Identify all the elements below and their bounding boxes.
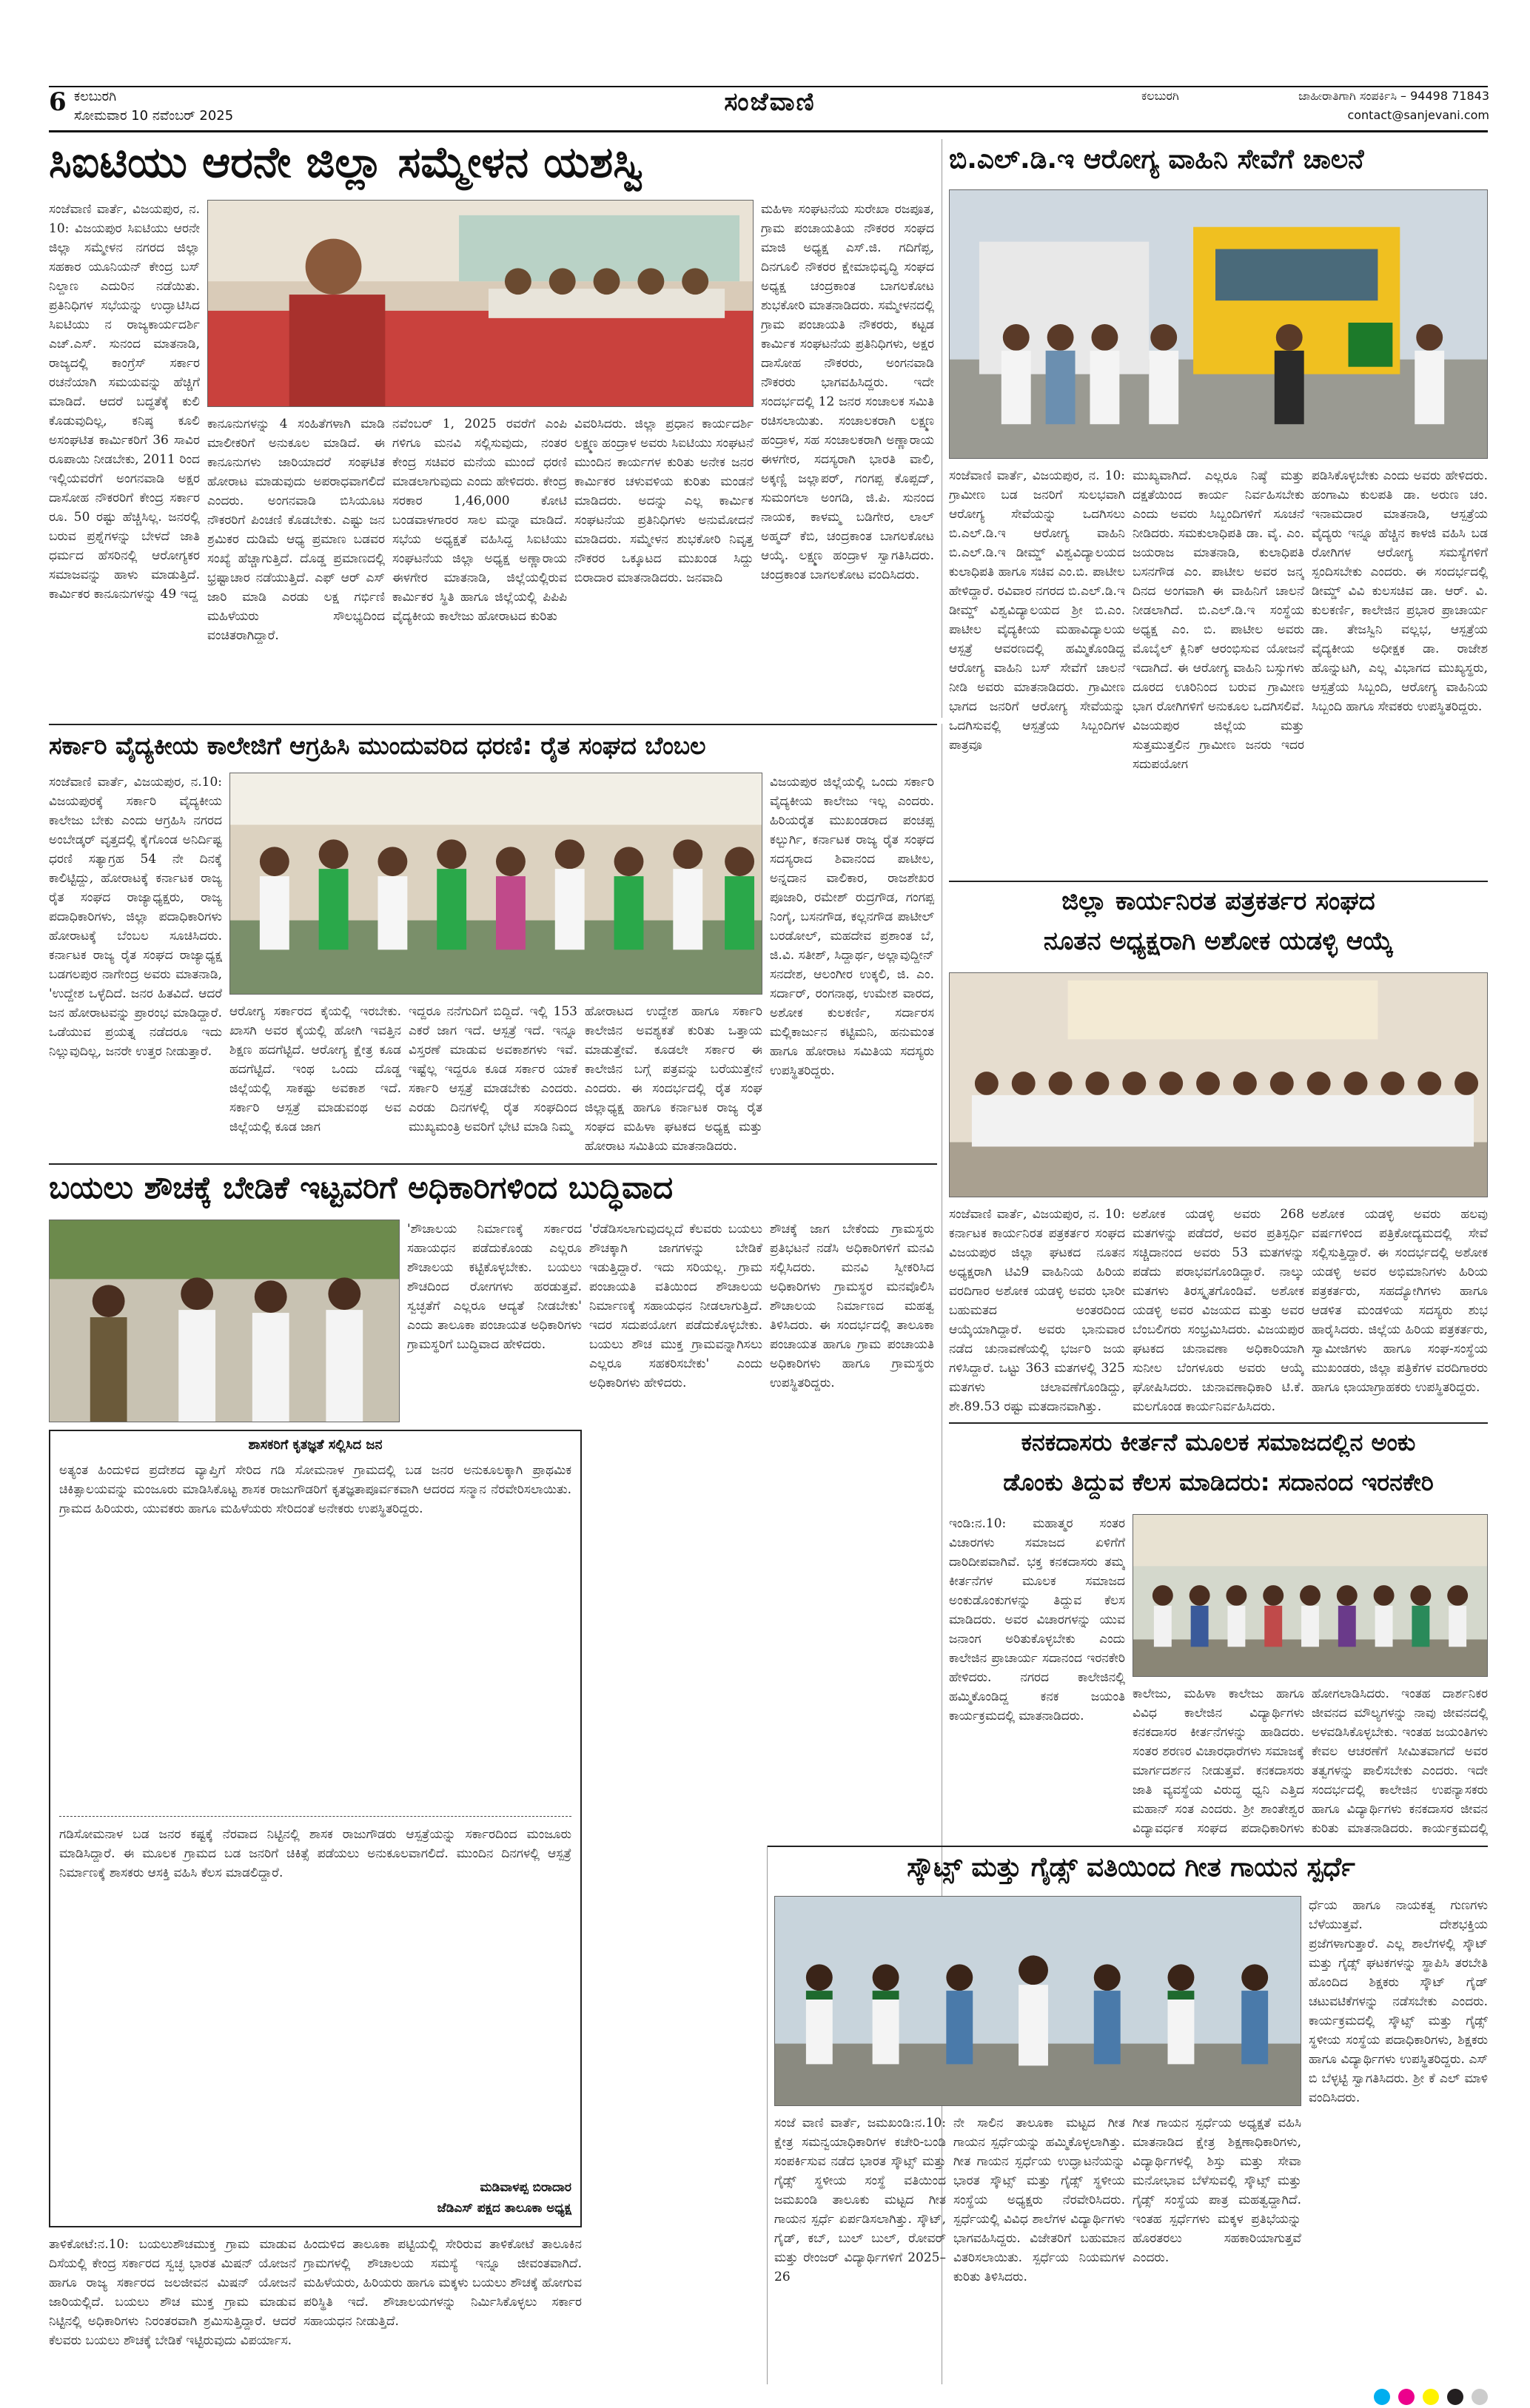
headline-kanakadasa-2: ಡೊಂಕು ತಿದ್ದುವ ಕೆಲಸ ಮಾಡಿದರು: ಸದಾನಂದ ಇರನಕೇರಿ (1003, 1470, 1434, 1496)
headline-kanakadasa: ಕನಕದಾಸರು ಕೀರ್ತನೆ ಮೂಲಕ ಸಮಾಜದಲ್ಲಿನ ಅಂಕು (1021, 1430, 1416, 1456)
masthead-title: ಸಂಜೆವಾಣಿ (724, 87, 816, 117)
cmyk-dot (1472, 2389, 1488, 2405)
scouts-col-1: ಸಂಜೆ ವಾಣಿ ವಾರ್ತೆ, ಜಮಖಂಡಿ:ನ.10: ಕ್ಷೇತ್ರ ಸಮನ್ವಯಾಧಿಕಾರಿಗಳ ಕಚೇರಿ-ಬಂಡಿ ಸಂಪರ್ಕಿಸುವ ನಡೆದ ಭಾರತ ಸ್ಕೌಟ್ಸ್ ಮತ್ತು ಗೈಡ್ಸ್ ಸ್ಥಳೀಯ ಸಂಸ್ಥೆ ವತಿಯಿಂದ ಜಮಖಂಡಿ ತಾಲೂಕು ಮಟ್ಟದ ಗೀತ ಗಾಯನ ಸ್ಪರ್ಧೆ ಏರ್ಪಡಿಸಲಾಗಿತ್ತು. ಸ್ಕೌಟ್, ಗೈಡ್, ಕಬ್, ಬುಲ್ ಬುಲ್, ರೋವರ್ ಮತ್ತು ರೇಂಜರ್ ವಿದ್ಯಾರ್ಥಿಗಳಿಗೆ 2025–26 (774, 2116, 946, 2284)
divider-a4-a6 (949, 1422, 1488, 1424)
kanakadasa-col-2: ಕಾಲೇಜು, ಮಹಿಳಾ ಕಾಲೇಜು ಹಾಗೂ ವಿವಿಧ ಕಾಲೇಜಿನ ವಿದ್ಯಾರ್ಥಿಗಳು ಕನಕದಾಸರ ಕೀರ್ತನೆಗಳನ್ನು ಹಾಡಿದರು. ಸಂತರ ಶರಣರ ವಿಚಾರಧಾರೆಗಳು ಸಮಾಜಕ್ಕೆ ಮಾರ್ಗದರ್ಶನ ನೀಡುತ್ತವೆ. ಕನಕದಾಸರು ಜಾತಿ ವ್ಯವಸ್ಥೆಯ ವಿರುದ್ಧ ಧ್ವನಿ ಎತ್ತಿದ ಮಹಾನ್ ಸಂತ ಎಂದರು. ಶ್ರೀ ಶಾಂತೇಶ್ವರ ವಿದ್ಯಾವರ್ಧಕ ಸಂಘದ ಪದಾಧಿಕಾರಿಗಳು (1133, 1686, 1304, 1836)
blde-col-3: ಪಡಿಸಿಕೊಳ್ಳಬೇಕು ಎಂದು ಅವರು ಹೇಳಿದರು. ಹಂಗಾಮಿ ಕುಲಪತಿ ಡಾ. ಅರುಣ ಚಂ. ಇನಾಮದಾರ ಮಾತನಾಡಿ, ಆಸ್ಪತ್ರೆಯ ವೈದ್ಯರು ಇನ್ನೂ ಹೆಚ್ಚಿನ ಕಾಳಜಿ ವಹಿಸಿ ಬಡ ರೋಗಿಗಳ ಆರೋಗ್ಯ ಸಮಸ್ಯೆಗಳಿಗೆ ಸ್ಪಂದಿಸಬೇಕು ಎಂದರು. ಈ ಸಂದರ್ಭದಲ್ಲಿ ಡೀಮ್ಡ್ ವಿವಿ ಕುಲಸಚಿವ ಡಾ. ಆರ್. ವಿ. ಕುಲಕರ್ಣಿ, ಕಾಲೇಜಿನ ಪ್ರಭಾರ ಪ್ರಾಚಾರ್ಯ ಡಾ. ತೇಜಸ್ವಿನಿ ವಲ್ಲಭ, ಆಸ್ಪತ್ರೆಯ ವೈದ್ಯಕೀಯ ಅಧೀಕ್ಷಕ ಡಾ. ರಾಜೇಶ ಹೊನ್ನುಟಗಿ, ಎಲ್ಲ ವಿಭಾಗದ ಮುಖ್ಯಸ್ಥರು, ಆಸ್ಪತ್ರೆಯ ಸಿಬ್ಬಂದಿ, ಆರೋಗ್ಯ ವಾಹಿನಿಯ ಸಿಬ್ಬಂದಿ ಹಾಗೂ ಸೇವಕರು ಉಪಸ್ಥಿತರಿದ್ದರು. (1312, 468, 1488, 714)
cmyk-registration-dots (1347, 2389, 1488, 2404)
divider-a5-a7 (767, 1846, 768, 2384)
medical-col-2: ಆರೋಗ್ಯ ಸರ್ಕಾರದ ಕೈಯಲ್ಲಿ ಇರಬೇಕು. ಖಾಸಗಿ ಅವರ ಕೈಯಲ್ಲಿ ಹೋಗಿ ಇವತ್ತಿನ ಶಿಕ್ಷಣ ಹದಗೆಟ್ಟಿದೆ. ಆರೋಗ್ಯ ಕ್ಷೇತ್ರ ಕೂಡ ಹದಗೆಟ್ಟಿದೆ. ಇಂಥ ಒಂದು ದೊಡ್ಡ ಜಿಲ್ಲೆಯಲ್ಲಿ ಸಾಕಷ್ಟು ಅವಕಾಶ ಇದೆ. ಸರ್ಕಾರಿ ಆಸ್ಪತ್ರೆ ಮಾಡುವಂಥ ಅವ ಜಿಲ್ಲೆಯಲ್ಲಿ ಕೂಡ ಜಾಗ (229, 1004, 401, 1134)
open-defecation-col-1: ತಾಳಿಕೋಟೆ:ನ.10: ಬಯಲುಶೌಚಮುಕ್ತ ಗ್ರಾಮ ಮಾಡುವ ದಿಸೆಯಲ್ಲಿ ಕೇಂದ್ರ ಸರ್ಕಾರದ ಸ್ವಚ್ಛ ಭಾರತ ಮಿಷನ್ ಯೋಜನೆ ಹಾಗೂ ರಾಜ್ಯ ಸರ್ಕಾರದ ಜಲಜೀವನ ಮಿಷನ್ ಯೋಜನೆ ಜಾರಿಯಲ್ಲಿದೆ. ಬಯಲು ಶೌಚ ಮುಕ್ತ ಗ್ರಾಮ ಮಾಡುವ ನಿಟ್ಟಿನಲ್ಲಿ ಅಧಿಕಾರಿಗಳು ನಿರಂತರವಾಗಿ ಶ್ರಮಿಸುತ್ತಿದ್ದಾರೆ. ಆದರೆ ಕೆಲವರು ಬಯಲು ಶೌಚಕ್ಕೆ ಬೇಡಿಕೆ ಇಟ್ಟಿರುವುದು ವಿಪರ್ಯಾಸ. (49, 2237, 296, 2348)
scouts-col-3: ಗೀತ ಗಾಯನ ಸ್ಪರ್ಧೆಯ ಅಧ್ಯಕ್ಷತೆ ವಹಿಸಿ ಮಾತನಾಡಿದ ಕ್ಷೇತ್ರ ಶಿಕ್ಷಣಾಧಿಕಾರಿಗಳು, ವಿದ್ಯಾರ್ಥಿಗಳಲ್ಲಿ ಶಿಸ್ತು ಮತ್ತು ಸೇವಾ ಮನೋಭಾವ ಬೆಳೆಸುವಲ್ಲಿ ಸ್ಕೌಟ್ಸ್ ಮತ್ತು ಗೈಡ್ಸ್ ಸಂಸ್ಥೆಯ ಪಾತ್ರ ಮಹತ್ವದ್ದಾಗಿದೆ. ಇಂತಹ ಸ್ಪರ್ಧೆಗಳು ಮಕ್ಕಳ ಪ್ರತಿಭೆಯನ್ನು ಹೊರತರಲು ಸಹಕಾರಿಯಾಗುತ್ತವೆ ಎಂದರು. (1133, 2116, 1301, 2265)
header-ad-contact: ಜಾಹೀರಾತಿಗಾಗಿ ಸಂಪರ್ಕಿಸಿ – 94498 71843 (1298, 89, 1489, 103)
headline-scouts: ಸ್ಕೌಟ್ಸ್ ಮತ್ತು ಗೈಡ್ಸ್ ವತಿಯಿಂದ ಗೀತ ಗಾಯನ ಸ್ಪರ್ಧೆ (907, 1853, 1355, 1883)
citu-photo (207, 200, 754, 407)
medical-col-1: ಸಂಜೆವಾಣಿ ವಾರ್ತೆ, ವಿಜಯಪುರ, ನ.10: ವಿಜಯಪುರಕ್ಕೆ ಸರ್ಕಾರಿ ವೈದ್ಯಕೀಯ ಕಾಲೇಜು ಬೇಕು ಎಂದು ಆಗ್ರಹಿಸಿ ನಗರದ ಅಂಬೇಡ್ಕರ್ ವೃತ್ತದಲ್ಲಿ ಕೈಗೊಂಡ ಅನಿರ್ದಿಷ್ಟ ಧರಣಿ ಸತ್ಯಾಗ್ರಹ 54 ನೇ ದಿನಕ್ಕೆ ಕಾಲಿಟ್ಟಿದ್ದು, ಹೋರಾಟಕ್ಕೆ ಕರ್ನಾಟಕ ರಾಜ್ಯ ರೈತ ಸಂಘದ ರಾಜ್ಯಾಧ್ಯಕ್ಷರು, ರಾಜ್ಯ ಪದಾಧಿಕಾರಿಗಳು, ಜಿಲ್ಲಾ ಪದಾಧಿಕಾರಿಗಳು ಹೋರಾಟಕ್ಕೆ ಬೆಂಬಲ ಸೂಚಿಸಿದರು. ಕರ್ನಾಟಕ ರಾಜ್ಯ ರೈತ ಸಂಘದ ರಾಜ್ಯಾಧ್ಯಕ್ಷ ಬಡಗಲಪುರ ನಾಗೇಂದ್ರ ಅವರು ಮಾತನಾಡಿ, 'ಉದ್ದೇಶ ಒಳ್ಳೆದಿದೆ. ಜನರ ಹಿತವಿದೆ. ಆದರೆ ಜನ ಹೋರಾಟವನ್ನು ಪ್ರಾರಂಭ ಮಾಡಿದ್ದಾರೆ. ಒಡೆಯುವ ಪ್ರಯತ್ನ ನಡೆದರೂ ಇದು ನಿಲ್ಲುವುದಿಲ್ಲ, ಜನರೇ ಉತ್ತರ ನೀಡುತ್ತಾರೆ. (49, 775, 222, 1059)
header-date: ಸೋಮವಾರ 10 ನವೆಂಬರ್ 2025 (74, 108, 234, 124)
cmyk-dot (1374, 2389, 1390, 2405)
headline-blde: ಬಿ.ಎಲ್.ಡಿ.ಇ ಆರೋಗ್ಯ ವಾಹಿನಿ ಸೇವೆಗೆ ಚಾಲನೆ (949, 145, 1364, 175)
header-underline (49, 130, 1488, 132)
thanks-signature-name: ಮಡಿವಾಳಪ್ಪ ಬಿರಾದಾರ (480, 2180, 571, 2195)
headline-journalists-2: ನೂತನ ಅಧ್ಯಕ್ಷರಾಗಿ ಅಶೋಕ ಯಡಳ್ಳಿ ಆಯ್ಕೆ (1043, 928, 1394, 956)
masthead (637, 87, 903, 126)
citu-col-2: ಕಾನೂನುಗಳನ್ನು 4 ಸಂಹಿತೆಗಳಾಗಿ ಮಾಡಿ ಮಾಲೀಕರಿಗೆ ಅನುಕೂಲ ಮಾಡಿದೆ. ಈ ಕಾನೂನುಗಳು ಜಾರಿಯಾದರೆ ಸಂಘಟಿತ ಹೋರಾಟ ಮಾಡುವುದು ಅಪರಾಧವಾಗಲಿದೆ ಎಂದರು. ಅಂಗನವಾಡಿ ಬಿಸಿಯೂಟ ನೌಕರರಿಗೆ ಪಿಂಚಣಿ ಕೊಡಬೇಕು. ಎಷ್ಟು ಜನ ಶ್ರಮಿಕರ ದುಡಿಮೆ ಆಧ್ಯ ಪ್ರಮಾಣ ಬಡವರ ಸಂಖ್ಯೆ ಹೆಚ್ಚಾಗುತ್ತಿದೆ. ದೊಡ್ಡ ಪ್ರಮಾಣದಲ್ಲಿ ಭ್ರಷ್ಟಾಚಾರ ನಡೆಯುತ್ತಿದೆ. ಎಫ್ ಆರ್ ಎಸ್ ಜಾರಿ ಮಾಡಿ ಎರಡು ಲಕ್ಷ ಗರ್ಭಿಣಿ ಮಹಿಳೆಯರು ಸೌಲಭ್ಯದಿಂದ ವಂಚಿತರಾಗಿದ್ದಾರೆ. (207, 417, 385, 643)
open-defecation-col-4: 'ರೆಡೆಡಿಸಲಾಗುವುದಲ್ಲದೆ ಕೆಲವರು ಬಯಲು ಶೌಚಕ್ಕಾಗಿ ಜಾಗಗಳನ್ನು ಬೇಡಿಕೆ ಇಡುತ್ತಿದ್ದಾರೆ. ಇದು ಸರಿಯಲ್ಲ. ಗ್ರಾಮ ಪಂಚಾಯತಿ ವತಿಯಿಂದ ಶೌಚಾಲಯ ನಿರ್ಮಾಣಕ್ಕೆ ಸಹಾಯಧನ ನೀಡಲಾಗುತ್ತಿದೆ. ಇದರ ಸದುಪಯೋಗ ಪಡೆದುಕೊಳ್ಳಬೇಕು. ಬಯಲು ಶೌಚ ಮುಕ್ತ ಗ್ರಾಮವನ್ನಾಗಿಸಲು ಎಲ್ಲರೂ ಸಹಕರಿಸಬೇಕು' ಎಂದು ಅಧಿಕಾರಿಗಳು ಹೇಳಿದರು. (589, 1222, 762, 1390)
journalists-col-1: ಸಂಜೆವಾಣಿ ವಾರ್ತೆ, ವಿಜಯಪುರ, ನ. 10: ಕರ್ನಾಟಕ ಕಾರ್ಯನಿರತ ಪತ್ರಕರ್ತರ ಸಂಘದ ವಿಜಯಪುರ ಜಿಲ್ಲಾ ಘಟಕದ ನೂತನ ಅಧ್ಯಕ್ಷರಾಗಿ ಟಿವಿ9 ವಾಹಿನಿಯ ಹಿರಿಯ ವರದಿಗಾರ ಅಶೋಕ ಯಡಳ್ಳಿ ಅವರು ಭಾರೀ ಬಹುಮತದ ಅಂತರದಿಂದ ಆಯ್ಕೆಯಾಗಿದ್ದಾರೆ. ಅವರು ಭಾನುವಾರ ನಡೆದ ಚುನಾವಣೆಯಲ್ಲಿ ಭರ್ಜರಿ ಜಯ ಗಳಿಸಿದ್ದಾರೆ. ಒಟ್ಟು 363 ಮತಗಳಲ್ಲಿ 325 ಮತಗಳು ಚಲಾವಣೆಗೊಂಡಿದ್ದು, ಶೇ.89.53 ರಷ್ಟು ಮತದಾನವಾಗಿತ್ತು. (949, 1207, 1125, 1414)
journalists-col-3: ಅಶೋಕ ಯಡಳ್ಳಿ ಅವರು ಹಲವು ವರ್ಷಗಳಿಂದ ಪತ್ರಿಕೋದ್ಯಮದಲ್ಲಿ ಸೇವೆ ಸಲ್ಲಿಸುತ್ತಿದ್ದಾರೆ. ಈ ಸಂದರ್ಭದಲ್ಲಿ ಅಶೋಕ ಯಡಳ್ಳಿ ಅವರ ಅಭಿಮಾನಿಗಳು ಹಿರಿಯ ಪತ್ರಕರ್ತರು, ಸಹದ್ಯೋಗಿಗಳು ಹಾಗೂ ಆಡಳಿತ ಮಂಡಳಿಯ ಸದಸ್ಯರು ಶುಭ ಹಾರೈಸಿದರು. ಜಿಲ್ಲೆಯ ಹಿರಿಯ ಪತ್ರಕರ್ತರು, ಸ್ವಾಮೀಜಿಗಳು ಹಾಗೂ ಸಂಘ-ಸಂಸ್ಥೆಯ ಮುಖಂಡರು, ಜಿಲ್ಲಾ ಪತ್ರಿಕೆಗಳ ವರದಿಗಾರರು ಹಾಗೂ ಛಾಯಾಗ್ರಾಹಕರು ಉಪಸ್ಥಿತರಿದ್ದರು. (1312, 1207, 1488, 1395)
journalists-photo (949, 972, 1488, 1197)
headline-open-defecation: ಬಯಲು ಶೌಚಕ್ಕೆ ಬೇಡಿಕೆ ಇಟ್ಟವರಿಗೆ ಅಧಿಕಾರಿಗಳಿಂದ ಬುದ್ಧಿವಾದ (49, 1171, 674, 1205)
citu-col-1: ಸಂಜೆವಾಣಿ ವಾರ್ತೆ, ವಿಜಯಪುರ, ನ. 10: ವಿಜಯಪುರ ಸಿಐಟಿಯು ಆರನೇ ಜಿಲ್ಲಾ ಸಮ್ಮೇಳನ ನಗರದ ಜಿಲ್ಲಾ ಸಹಕಾರ ಯೂನಿಯನ್ ಕೇಂದ್ರ ಬಸ್ ನಿಲ್ದಾಣ ಎದುರಿನ ನಡೆಯಿತು. ಪ್ರತಿನಿಧಿಗಳ ಸಭೆಯನ್ನು ಉದ್ಘಾಟಿಸಿದ ಸಿಐಟಿಯು ನ ರಾಜ್ಯಕಾರ್ಯದರ್ಶಿ ಎಚ್.ಎಸ್. ಸುನಂದ ಮಾತನಾಡಿ, ರಾಜ್ಯದಲ್ಲಿ ಕಾಂಗ್ರೆಸ್ ಸರ್ಕಾರ ರಚನೆಯಾಗಿ ಸಮಯವನ್ನು ಹೆಚ್ಚಿಗೆ ಮಾಡಿದೆ. ಆದರೆ ಬದ್ಧತೆಕ್ಕೆ ಕುಲಿ ಕೊಡುವುದಿಲ್ಲ, ಕನಿಷ್ಠ ಕೂಲಿ ಅಸಂಘಟಿತ ಕಾರ್ಮಿಕರಿಗೆ 36 ಸಾವಿರ ರೂಪಾಯಿ ನೀಡಬೇಕು, 2011 ರಿಂದ ಇಲ್ಲಿಯವರೆಗೆ ಅಂಗನವಾಡಿ ಅಕ್ಷರ ದಾಸೋಹ ನೌಕರರಿಗೆ ಕೇಂದ್ರ ಸರ್ಕಾರ ರೂ. 50 ರಷ್ಟು ಹೆಚ್ಚಿಸಿಲ್ಲ. ಜನರಲ್ಲಿ ಬರುವ ಪ್ರಶ್ನೆಗಳನ್ನು ಬೇಳದೆ ಜಾತಿ ಧರ್ಮದ ಹೆಸರಿನಲ್ಲಿ ಆರೋಗ್ಯಕರ ಸಮಾಜವನ್ನು ಹಾಳು ಮಾಡುತ್ತಿದೆ. ಕಾರ್ಮಿಕರ ಕಾನೂನುಗಳನ್ನು 49 ಇದ್ದ (49, 202, 200, 602)
open-defecation-col-3: 'ಶೌಚಾಲಯ ನಿರ್ಮಾಣಕ್ಕೆ ಸರ್ಕಾರದ ಸಹಾಯಧನ ಪಡೆದುಕೊಂಡು ಎಲ್ಲರೂ ಶೌಚಾಲಯ ಕಟ್ಟಿಕೊಳ್ಳಬೇಕು. ಬಯಲು ಶೌಚದಿಂದ ರೋಗಗಳು ಹರಡುತ್ತವೆ. ಸ್ವಚ್ಛತೆಗೆ ಎಲ್ಲರೂ ಆದ್ಯತೆ ನೀಡಬೇಕು' ಎಂದು ತಾಲೂಕಾ ಪಂಚಾಯತ ಅಧಿಕಾರಿಗಳು ಗ್ರಾಮಸ್ಥರಿಗೆ ಬುದ್ಧಿವಾದ ಹೇಳಿದರು. (407, 1222, 582, 1352)
header-email: contact@sanjevani.com (1347, 108, 1489, 122)
medical-col-4: ಹೋರಾಟದ ಉದ್ದೇಶ ಹಾಗೂ ಸರ್ಕಾರಿ ಕಾಲೇಜಿನ ಅವಶ್ಯಕತೆ ಕುರಿತು ಒತ್ತಾಯ ಮಾಡುತ್ತೇವೆ. ಕೂಡಲೇ ಸರ್ಕಾರ ಈ ಕಾಲೇಜಿನ ಬಗ್ಗೆ ಪತ್ರವನ್ನು ಬರೆಯುತ್ತೇನೆ ಎಂದರು. ಈ ಸಂದರ್ಭದಲ್ಲಿ ರೈತ ಸಂಘ ಜಿಲ್ಲಾಧ್ಯಕ್ಷ ಹಾಗೂ ಕರ್ನಾಟಕ ರಾಜ್ಯ ರೈತ ಸಂಘದ ಮಹಿಳಾ ಘಟಕದ ಅಧ್ಯಕ್ಷ ಮತ್ತು ಹೋರಾಟ ಸಮಿತಿಯ ಮಾತನಾಡಿದರು. (585, 1004, 762, 1154)
thanks-caption: ಶಾಸಕರಿಗೆ ಕೃತಜ್ಞತೆ ಸಲ್ಲಿಸಿದ ಜನ (248, 1437, 383, 1453)
journalists-col-2: ಅಶೋಕ ಯಡಳ್ಳಿ ಅವರು 268 ಮತಗಳನ್ನು ಪಡೆದರೆ, ಅವರ ಪ್ರತಿಸ್ಪರ್ಧಿ ಸಚ್ಚಿದಾನಂದ ಅವರು 53 ಮತಗಳನ್ನು ಪಡೆದು ಪರಾಭವಗೊಂಡಿದ್ದಾರೆ. ನಾಲ್ಕು ಮತಗಳು ತಿರಸ್ಕೃತಗೊಂಡಿವೆ. ಅಶೋಕ ಯಡಳ್ಳಿ ಅವರ ವಿಜಯದ ಮತ್ತು ಅವರ ಬೆಂಬಲಿಗರು ಸಂಭ್ರಮಿಸಿದರು. ವಿಜಯಪುರ ಘಟಕದ ಚುನಾವಣಾ ಅಧಿಕಾರಿಯಾಗಿ ಸುನೀಲ ಬೆಂಗಳೂರು ಅವರು ಆಯ್ಕೆ ಘೋಷಿಸಿದರು. ಚುನಾವಣಾಧಿಕಾರಿ ಟಿ.ಕೆ. ಮಲಗೊಂಡ ಕಾರ್ಯನಿರ್ವಹಿಸಿದರು. (1133, 1207, 1304, 1414)
open-defecation-col-2: ಹಿಂದುಳಿದ ತಾಲೂಕಾ ಪಟ್ಟಿಯಲ್ಲಿ ಸೇರಿರುವ ತಾಳಿಕೋಟೆ ತಾಲೂಕಿನ ಗ್ರಾಮಗಳಲ್ಲಿ ಶೌಚಾಲಯ ಸಮಸ್ಯೆ ಇನ್ನೂ ಜೀವಂತವಾಗಿದೆ. ಮಹಿಳೆಯರು, ಹಿರಿಯರು ಹಾಗೂ ಮಕ್ಕಳು ಬಯಲು ಶೌಚಕ್ಕೆ ಹೋಗುವ ಪರಿಸ್ಥಿತಿ ಇದೆ. ಶೌಚಾಲಯಗಳನ್ನು ನಿರ್ಮಿಸಿಕೊಳ್ಳಲು ಸರ್ಕಾರ ಸಹಾಯಧನ ನೀಡುತ್ತಿದೆ. (303, 2237, 582, 2329)
scouts-photo (774, 1896, 1301, 2106)
divider-a6-a7 (767, 1846, 1488, 1847)
thanks-box-divider (59, 1816, 571, 1817)
divider-a2-a4 (949, 881, 1488, 882)
kanakadasa-col-1: ಇಂಡಿ:ನ.10: ಮಹಾತ್ಮರ ಸಂತರ ವಿಚಾರಗಳು ಸಮಾಜದ ಏಳಿಗೆಗೆ ದಾರಿದೀಪವಾಗಿವೆ. ಭಕ್ತ ಕನಕದಾಸರು ತಮ್ಮ ಕೀರ್ತನೆಗಳ ಮೂಲಕ ಸಮಾಜದ ಅಂಕುಡೊಂಕುಗಳನ್ನು ತಿದ್ದುವ ಕೆಲಸ ಮಾಡಿದರು. ಅವರ ವಿಚಾರಗಳನ್ನು ಯುವ ಜನಾಂಗ ಅರಿತುಕೊಳ್ಳಬೇಕು ಎಂದು ಕಾಲೇಜಿನ ಪ್ರಾಚಾರ್ಯ ಸದಾನಂದ ಇರನಕೇರಿ ಹೇಳಿದರು. ನಗರದ ಕಾಲೇಜಿನಲ್ಲಿ ಹಮ್ಮಿಕೊಂಡಿದ್ದ ಕನಕ ಜಯಂತಿ ಕಾರ್ಯಕ್ರಮದಲ್ಲಿ ಮಾತನಾಡಿದರು. (949, 1516, 1125, 1723)
scouts-col-4: ರ್ಧೆಯ ಹಾಗೂ ನಾಯಕತ್ವ ಗುಣಗಳು ಬೆಳೆಯುತ್ತವೆ. ದೇಶಭಕ್ತಿಯ ಪ್ರಜೆಗಳಾಗುತ್ತಾರೆ. ಎಲ್ಲ ಶಾಲೆಗಳಲ್ಲಿ ಸ್ಕೌಟ್ ಮತ್ತು ಗೈಡ್ಸ್ ಘಟಕಗಳನ್ನು ಸ್ಥಾಪಿಸಿ ತರಬೇತಿ ಹೊಂದಿದ ಶಿಕ್ಷಕರು ಸ್ಕೌಟ್ ಗೈಡ್ ಚಟುವಟಿಕೆಗಳನ್ನು ನಡೆಸಬೇಕು ಎಂದರು. ಕಾರ್ಯಕ್ರಮದಲ್ಲಿ ಸ್ಕೌಟ್ಸ್ ಮತ್ತು ಗೈಡ್ಸ್ ಸ್ಥಳೀಯ ಸಂಸ್ಥೆಯ ಪದಾಧಿಕಾರಿಗಳು, ಶಿಕ್ಷಕರು ಹಾಗೂ ವಿದ್ಯಾರ್ಥಿಗಳು ಉಪಸ್ಥಿತರಿದ್ದರು. ಎಸ್ ಬಿ ಬೆಳ್ಳಟ್ಟಿ ಸ್ವಾಗತಿಸಿದರು. ಶ್ರೀ ಕೆ ಎಲ್ ಮಾಳಿ ವಂದಿಸಿದರು. (1309, 1898, 1488, 2105)
cmyk-dot (1447, 2389, 1463, 2405)
thanks-box-text-1: ಅತ್ಯಂತ ಹಿಂದುಳಿದ ಪ್ರದೇಶದ ವ್ಯಾಪ್ತಿಗೆ ಸೇರಿದ ಗಡಿ ಸೋಮನಾಳ ಗ್ರಾಮದಲ್ಲಿ ಬಡ ಜನರ ಅನುಕೂಲಕ್ಕಾಗಿ ಪ್ರಾಥಮಿಕ ಚಿಕಿತ್ಸಾಲಯವನ್ನು ಮಂಜೂರು ಮಾಡಿಸಿಕೊಟ್ಟ ಶಾಸಕ ರಾಜುಗೌಡರಿಗೆ ಕೃತಜ್ಞತಾಪೂರ್ವಕವಾಗಿ ಆದರದ ಸನ್ಮಾನ ನೆರವೇರಿಸಲಾಯಿತು. ಗ್ರಾಮದ ಹಿರಿಯರು, ಯುವಕರು ಹಾಗೂ ಮಹಿಳೆಯರು ಸೇರಿದಂತೆ ಅನೇಕರು ಉಪಸ್ಥಿತರಿದ್ದರು. (59, 1463, 571, 1516)
open-defecation-col-5: ಶೌಚಕ್ಕೆ ಜಾಗ ಬೇಕೆಂದು ಗ್ರಾಮಸ್ಥರು ಪ್ರತಿಭಟನೆ ನಡೆಸಿ ಅಧಿಕಾರಿಗಳಿಗೆ ಮನವಿ ಸಲ್ಲಿಸಿದರು. ಮನವಿ ಸ್ವೀಕರಿಸಿದ ಅಧಿಕಾರಿಗಳು ಗ್ರಾಮಸ್ಥರ ಮನವೊಲಿಸಿ ಶೌಚಾಲಯ ನಿರ್ಮಾಣದ ಮಹತ್ವ ತಿಳಿಸಿದರು. ಈ ಸಂದರ್ಭದಲ್ಲಿ ತಾಲೂಕಾ ಪಂಚಾಯತ ಹಾಗೂ ಗ್ರಾಮ ಪಂಚಾಯತಿ ಅಧಿಕಾರಿಗಳು ಹಾಗೂ ಗ್ರಾಮಸ್ಥರು ಉಪಸ್ಥಿತರಿದ್ದರು. (770, 1222, 934, 1390)
scouts-col-2: ನೇ ಸಾಲಿನ ತಾಲೂಕಾ ಮಟ್ಟದ ಗೀತ ಗಾಯನ ಸ್ಪರ್ಧೆಯನ್ನು ಹಮ್ಮಿಕೊಳ್ಳಲಾಗಿತ್ತು. ಗೀತ ಗಾಯನ ಸ್ಪರ್ಧೆಯ ಉದ್ಘಾಟನೆಯನ್ನು ಭಾರತ ಸ್ಕೌಟ್ಸ್ ಮತ್ತು ಗೈಡ್ಸ್ ಸ್ಥಳೀಯ ಸಂಸ್ಥೆಯ ಅಧ್ಯಕ್ಷರು ನೆರವೇರಿಸಿದರು. ಸ್ಪರ್ಧೆಯಲ್ಲಿ ವಿವಿಧ ಶಾಲೆಗಳ ವಿದ್ಯಾರ್ಥಿಗಳು ಭಾಗವಹಿಸಿದ್ದರು. ವಿಜೇತರಿಗೆ ಬಹುಮಾನ ವಿತರಿಸಲಾಯಿತು. ಸ್ಪರ್ಧೆಯ ನಿಯಮಗಳ ಕುರಿತು ತಿಳಿಸಿದರು. (953, 2116, 1125, 2284)
kanakadasa-col-3: ಹೋಗಲಾಡಿಸಿದರು. ಇಂತಹ ದಾರ್ಶನಿಕರ ಜೀವನದ ಮೌಲ್ಯಗಳನ್ನು ನಾವು ಜೀವನದಲ್ಲಿ ಅಳವಡಿಸಿಕೊಳ್ಳಬೇಕು. ಇಂತಹ ಜಯಂತಿಗಳು ಕೇವಲ ಆಚರಣೆಗೆ ಸೀಮಿತವಾಗದೆ ಅವರ ತತ್ವಗಳನ್ನು ಪಾಲಿಸಬೇಕು ಎಂದರು. ಇದೇ ಸಂದರ್ಭದಲ್ಲಿ ಕಾಲೇಜಿನ ಉಪನ್ಯಾಸಕರು ಹಾಗೂ ವಿದ್ಯಾರ್ಥಿಗಳು ಕನಕದಾಸರ ಜೀವನ ಕುರಿತು ಮಾತನಾಡಿದರು. ಕಾರ್ಯಕ್ರಮದಲ್ಲಿ (1312, 1686, 1488, 1836)
medical-col-3: ಇದ್ದರೂ ನನೆಗುದಿಗೆ ಬಿದ್ದಿದೆ. ಇಲ್ಲಿ 153 ಎಕರೆ ಜಾಗ ಇದೆ. ಆಸ್ಪತ್ರೆ ಇದೆ. ಇನ್ನೂ ವಿಸ್ತರಣೆ ಮಾಡುವ ಅವಕಾಶಗಳು ಇವೆ. ಇಷ್ಟೆಲ್ಲ ಇದ್ದರೂ ಕೂಡ ಸರ್ಕಾರ ಯಾಕೆ ಸರ್ಕಾರಿ ಆಸ್ಪತ್ರೆ ಮಾಡಬೇಕು ಎಂದರು. ಎರಡು ದಿನಗಳಲ್ಲಿ ರೈತ ಸಂಘದಿಂದ ಮುಖ್ಯಮಂತ್ರಿ ಅವರಿಗೆ ಭೇಟಿ ಮಾಡಿ ನಿಮ್ಮ (409, 1004, 577, 1134)
cmyk-dot (1398, 2389, 1415, 2405)
blde-photo (949, 189, 1488, 459)
header-city-right: ಕಲಬುರಗಿ (1141, 89, 1179, 103)
headline-journalists: ಜಿಲ್ಲಾ ಕಾರ್ಯನಿರತ ಪತ್ರಕರ್ತರ ಸಂಘದ (1061, 888, 1375, 916)
open-defecation-photo (49, 1220, 400, 1422)
thanks-signature-title: ಜೆಡಿಎಸ್ ಪಕ್ಷದ ತಾಲೂಕಾ ಅಧ್ಯಕ್ಷ (437, 2201, 571, 2216)
cmyk-dot (1423, 2389, 1439, 2405)
blde-col-1: ಸಂಜೆವಾಣಿ ವಾರ್ತೆ, ವಿಜಯಪುರ, ನ. 10: ಗ್ರಾಮೀಣ ಬಡ ಜನರಿಗೆ ಸುಲಭವಾಗಿ ಆರೋಗ್ಯ ಸೇವೆಯನ್ನು ಒದಗಿಸಲು ಬಿ.ಎಲ್.ಡಿ.ಇ ಆರೋಗ್ಯ ವಾಹಿನಿ ಬಿ.ಎಲ್.ಡಿ.ಇ ಡೀಮ್ಡ್ ವಿಶ್ವವಿದ್ಯಾಲಯದ ಕುಲಾಧಿಪತಿ ಹಾಗೂ ಸಚಿವ ಎಂ.ಬಿ. ಪಾಟೀಲ ಹೇಳಿದ್ದಾರೆ. ರವಿವಾರ ನಗರದ ಬಿ.ಎಲ್.ಡಿ.ಇ ಡೀಮ್ಡ್ ವಿಶ್ವವಿದ್ಯಾಲಯದ ಶ್ರೀ ಬಿ.ಎಂ. ಪಾಟೀಲ ವೈದ್ಯಕೀಯ ಮಹಾವಿದ್ಯಾಲಯ ಆಸ್ಪತ್ರೆ ಆವರಣದಲ್ಲಿ ಹಮ್ಮಿಕೊಂಡಿದ್ದ ಆರೋಗ್ಯ ವಾಹಿನಿ ಬಸ್ ಸೇವೆಗೆ ಚಾಲನೆ ನೀಡಿ ಅವರು ಮಾತನಾಡಿದರು. ಗ್ರಾಮೀಣ ಭಾಗದ ಜನರಿಗೆ ಆರೋಗ್ಯ ಸೇವೆಯನ್ನು ಒದಗಿಸುವಲ್ಲಿ ಆಸ್ಪತ್ರೆಯ ಸಿಬ್ಬಂದಿಗಳ ಪಾತ್ರವೂ (949, 468, 1125, 753)
medical-col-5: ವಿಜಯಪುರ ಜಿಲ್ಲೆಯಲ್ಲಿ ಒಂದು ಸರ್ಕಾರಿ ವೈದ್ಯಕೀಯ ಕಾಲೇಜು ಇಲ್ಲ ಎಂದರು. ಹಿರಿಯರೈತ ಮುಖಂಡರಾದ ಪಂಚಪ್ಪ ಕಲ್ಬುರ್ಗಿ, ಕರ್ನಾಟಕ ರಾಜ್ಯ ರೈತ ಸಂಘದ ಸದಸ್ಯರಾದ ಶಿವಾನಂದ ಪಾಟೀಲ, ಅನ್ನದಾನ ವಾಲಿಕಾರ, ರಾಜಶೇಖರ ಪೂಜಾರಿ, ರಮೇಶ್ ರುದ್ರಗೌಡ, ಗಂಗಪ್ಪ ನಿಂಗೈ, ಬಸನಗೌಡ, ಕಲ್ಲನಗೌಡ ಪಾಟೀಲ್ ಬರಡೋಲ್, ಮಹದೇವ ಪ್ರಶಾಂತ ಬೆ, ಜಿ.ವಿ. ಸತೀಶ್, ಸಿದ್ದಾರ್ಥ, ಅಲ್ಲಾವುದ್ದೀನ್ ಸನದೇಶ, ಆಲಂಗೀರ ಉಕ್ಕಲಿ, ಜಿ. ಎಂ. ಸರ್ದಾರ್, ರಂಗನಾಥ, ಉಮೇಶ ವಾರದ, ಅಶೋಕ ಕುಲಕರ್ಣಿ, ಸರ್ದಾರಸ ಮಲ್ಲಿಕಾರ್ಜುನ ಕಟ್ಟಿಮನಿ, ಹನುಮಂತ ಹಾಗೂ ಹೋರಾಟ ಸಮಿತಿಯ ಸದಸ್ಯರು ಉಪಸ್ಥಿತರಿದ್ದರು. (770, 775, 934, 1078)
blde-col-2: ಮುಖ್ಯವಾಗಿದೆ. ಎಲ್ಲರೂ ನಿಷ್ಠೆ ಮತ್ತು ದಕ್ಷತೆಯಿಂದ ಕಾರ್ಯ ನಿರ್ವಹಿಸಬೇಕು ಎಂದು ಅವರು ಸಿಬ್ಬಂದಿಗಳಿಗೆ ಸೂಚನೆ ನೀಡಿದರು. ಸಮಕುಲಾಧಿಪತಿ ಡಾ. ವೈ. ಎಂ. ಜಯರಾಜ ಮಾತನಾಡಿ, ಕುಲಾಧಿಪತಿ ಬಸನಗೌಡ ಎಂ. ಪಾಟೀಲ ಅವರ ಜನ್ಮ ದಿನದ ಅಂಗವಾಗಿ ಈ ವಾಹಿನಿಗೆ ಚಾಲನೆ ನೀಡಲಾಗಿದೆ. ಬಿ.ಎಲ್.ಡಿ.ಇ ಸಂಸ್ಥೆಯ ಅಧ್ಯಕ್ಷ ಎಂ. ಬಿ. ಪಾಟೀಲ ಅವರು ಮೊಬೈಲ್ ಕ್ಲಿನಿಕ್ ಆರಂಭಿಸುವ ಯೋಜನೆ ಇದಾಗಿದೆ. ಈ ಆರೋಗ್ಯ ವಾಹಿನಿ ಬಸ್ಸುಗಳು ದೂರದ ಊರಿನಿಂದ ಬರುವ ಗ್ರಾಮೀಣ ಭಾಗ ರೋಗಿಗಳಿಗೆ ಅನುಕೂಲ ಒದಗಿಸಲಿವೆ. ವಿಜಯಪುರ ಜಿಲ್ಲೆಯ ಮತ್ತು ಸುತ್ತಮುತ್ತಲಿನ ಗ್ರಾಮೀಣ ಜನರು ಇದರ ಸದುಪಯೋಗ (1133, 468, 1304, 772)
kanakadasa-photo (1133, 1514, 1488, 1677)
citu-col-4: ವಿವರಿಸಿದರು. ಜಿಲ್ಲಾ ಪ್ರಧಾನ ಕಾರ್ಯದರ್ಶಿ ಲಕ್ಷ್ಮಣ ಹಂದ್ರಾಳ ಅವರು ಸಿಐಟಿಯು ಸಂಘಟನೆ ಮುಂದಿನ ಕಾರ್ಯಗಳ ಕುರಿತು ಅನೇಕ ಜನರ ಕಾರ್ಮಿಕರ ಚಳುವಳಿಯ ಕುರಿತು ಮಂಡನೆ ಮಾಡಿದರು. ಅದನ್ನು ಎಲ್ಲ ಕಾರ್ಮಿಕ ಸಂಘಟನೆಯ ಪ್ರತಿನಿಧಿಗಳು ಅನುಮೋದನೆ ಮಾಡಿದರು. ಸಮ್ಮೇಳನ ಶುಭಕೋರಿ ನಿವೃತ್ತ ನೌಕರರ ಒಕ್ಕೂಟದ ಮುಖಂಡ ಸಿದ್ದು ಬಿರಾದಾರ ಮಾತನಾಡಿದರು. ಜನವಾದಿ (574, 417, 754, 585)
thanks-box-text-2: ಗಡಿಸೋಮನಾಳ ಬಡ ಜನರ ಕಷ್ಟಕ್ಕೆ ನೆರವಾದ ನಿಟ್ಟಿನಲ್ಲಿ ಶಾಸಕ ರಾಜುಗೌಡರು ಆಸ್ಪತ್ರೆಯನ್ನು ಸರ್ಕಾರದಿಂದ ಮಂಜೂರು ಮಾಡಿಸಿದ್ದಾರೆ. ಈ ಮೂಲಕ ಗ್ರಾಮದ ಬಡ ಜನರಿಗೆ ಚಿಕಿತ್ಸೆ ಪಡೆಯಲು ಅನುಕೂಲವಾಗಲಿದೆ. ಮುಂದಿನ ದಿನಗಳಲ್ಲಿ ಆಸ್ಪತ್ರೆ ನಿರ್ಮಾಣಕ್ಕೆ ಶಾಸಕರು ಆಸಕ್ತಿ ವಹಿಸಿ ಕೆಲಸ ಮಾಡಲಿದ್ದಾರೆ. (59, 1827, 571, 1880)
headline-citu: ಸಿಐಟಿಯು ಆರನೇ ಜಿಲ್ಲಾ ಸಮ್ಮೇಳನ ಯಶಸ್ವಿ (49, 139, 644, 187)
citu-col-5: ಮಹಿಳಾ ಸಂಘಟನೆಯ ಸುರೇಖಾ ರಜಪೂತ, ಗ್ರಾಮ ಪಂಚಾಯತಿಯ ನೌಕರರ ಸಂಘದ ಮಾಜಿ ಅಧ್ಯಕ್ಷ ಎಸ್.ಜಿ. ಗದಿಗೆಪ್ಪ, ದಿನಗೂಲಿ ನೌಕರರ ಕ್ಷೇಮಾಭಿವೃದ್ಧಿ ಸಂಘದ ಅಧ್ಯಕ್ಷ ಚಂದ್ರಕಾಂತ ಬಾಗಲಕೋಟ ಶುಭಕೋರಿ ಮಾತನಾಡಿದರು. ಸಮ್ಮೇಳನದಲ್ಲಿ ಗ್ರಾಮ ಪಂಚಾಯತಿ ನೌಕರರು, ಕಟ್ಟಡ ಕಾರ್ಮಿಕ ಸಂಘಟನೆಯ ಪ್ರತಿನಿಧಿಗಳು, ಅಕ್ಷರ ದಾಸೋಹ ನೌಕರರು, ಅಂಗನವಾಡಿ ನೌಕರರು ಭಾಗವಹಿಸಿದ್ದರು. ಇದೇ ಸಂದರ್ಭದಲ್ಲಿ 12 ಜನರ ಸಂಚಾಲಕ ಸಮಿತಿ ರಚಿಸಲಾಯಿತು. ಸಂಚಾಲಕರಾಗಿ ಲಕ್ಷ್ಮಣ ಹಂದ್ರಾಳ, ಸಹ ಸಂಚಾಲಕರಾಗಿ ಅಣ್ಣಾರಾಯ ಈಳಗೇರ, ಸದಸ್ಯರಾಗಿ ಭಾರತಿ ವಾಲಿ, ಅಕ್ಕಣ್ಣಿ ಜಲ್ಲಾಪರ್, ಗಂಗಪ್ಪ ಕೊಪ್ಪದ್, ಸುಮಂಗಲಾ ಅಂಗಡಿ, ಜಿ.ಪಿ. ಸುನಂದ ನಾಯಕ, ಕಾಳಮ್ಮ ಬಡಿಗೇರ, ಲಾಲ್ ಅಹ್ಮದ್ ಕೆಬಿ, ಚಂದ್ರಕಾಂತ ಬಾಗಲಕೋಟ ಆಯ್ಕೆ. ಲಕ್ಷ್ಮಣ ಹಂದ್ರಾಳ ಸ್ವಾಗತಿಸಿದರು. ಚಂದ್ರಕಾಂತ ಬಾಗಲಕೋಟ ವಂದಿಸಿದರು. (761, 202, 934, 582)
medical-photo (229, 773, 762, 995)
headline-medical-college: ಸರ್ಕಾರಿ ವೈದ್ಯಕೀಯ ಕಾಲೇಜಿಗೆ ಆಗ್ರಹಿಸಿ ಮುಂದುವರಿದ ಧರಣಿ: ರೈತ ಸಂಘದ ಬೆಂಬಲ (49, 733, 706, 760)
divider-a1-a3 (49, 724, 937, 725)
header-city-left: ಕಲಬುರಗಿ (74, 89, 117, 104)
page-number: 6 (49, 87, 67, 117)
divider-a3-a5 (49, 1163, 937, 1165)
citu-col-3: ನವೆಂಬರ್ 1, 2025 ರವರೆಗೆ ಎಂಪಿ ಗಳಿಗೂ ಮನವಿ ಸಲ್ಲಿಸುವುದು, ನಂತರ ಕೇಂದ್ರ ಸಚಿವರ ಮನೆಯ ಮುಂದೆ ಧರಣಿ ಮಾಡಲಾಗುವುದು ಎಂದು ಹೇಳಿದರು. ಕೇಂದ್ರ ಸರಕಾರ 1,46,000 ಕೋಟಿ ಬಂಡವಾಳಗಾರರ ಸಾಲ ಮನ್ನಾ ಮಾಡಿದೆ. ಸಭೆಯ ಅಧ್ಯಕ್ಷತೆ ವಹಿಸಿದ್ದ ಸಿಐಟಿಯು ಸಂಘಟನೆಯ ಜಿಲ್ಲಾ ಅಧ್ಯಕ್ಷ ಅಣ್ಣಾರಾಯ ಈಳಗೇರ ಮಾತನಾಡಿ, ಜಿಲ್ಲೆಯಲ್ಲಿರುವ ಕಾರ್ಮಿಕರ ಸ್ಥಿತಿ ಹಾಗೂ ಜಿಲ್ಲೆಯಲ್ಲಿ ಪಿಪಿಪಿ ವೈದ್ಯಕೀಯ ಕಾಲೇಜು ಹೋರಾಟದ ಕುರಿತು (392, 417, 567, 624)
